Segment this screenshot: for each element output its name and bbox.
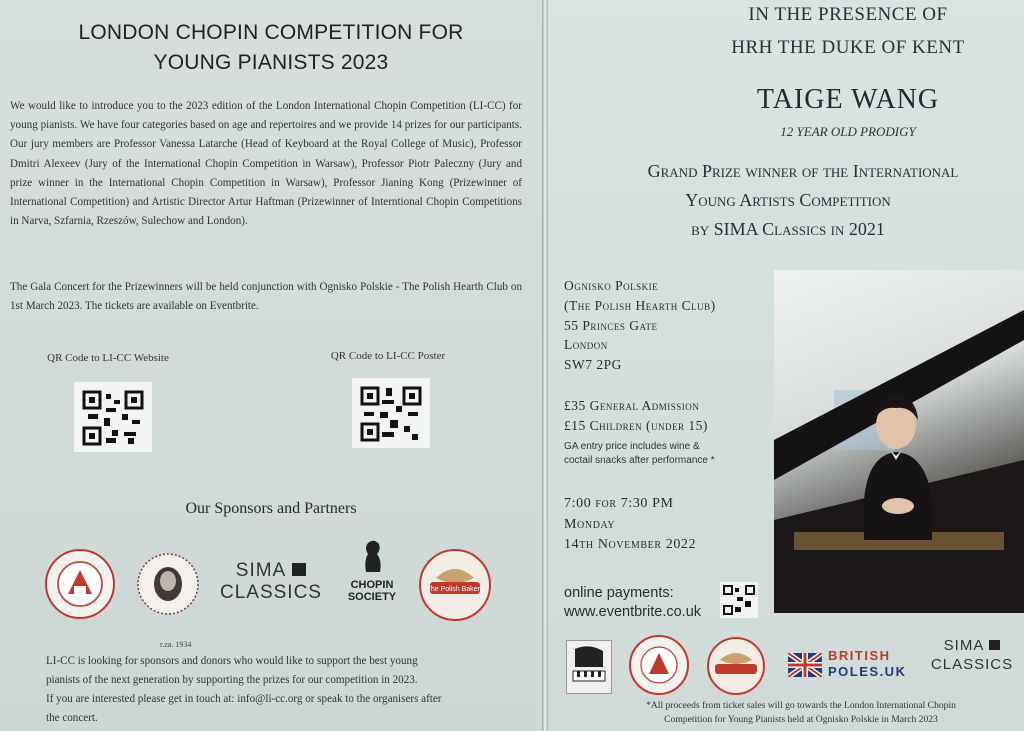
sima-square-icon <box>989 640 1000 650</box>
chopin-society-text <box>336 579 408 603</box>
sima-square-icon <box>292 563 306 576</box>
classics-word: CLASSICS <box>930 656 1014 673</box>
svg-text:The Polish Bakery: The Polish Bakery <box>426 586 484 593</box>
venue-line2: (The Polish Hearth Club) <box>564 297 716 313</box>
footnote <box>578 699 1024 727</box>
presence-line2: HRH THE DUKE OF KENT <box>731 37 965 58</box>
footnote-line2: Competition for Young Pianists held at Ognisko Polskie in March 2023 <box>664 714 938 725</box>
right-page <box>548 0 1024 731</box>
qr-code-eventbrite[interactable] <box>720 582 758 618</box>
sima-word: SIMA <box>235 560 287 581</box>
qr-code-website[interactable] <box>74 382 152 452</box>
sima-classics-logo <box>212 560 330 604</box>
grand-prize-line2: Young Artists Competition <box>685 190 891 210</box>
venue-line4: London <box>564 337 608 353</box>
pianist-photo <box>774 270 1024 613</box>
online-label: online payments: <box>564 585 674 601</box>
polish-bakery-logo <box>418 548 492 622</box>
classics-word: CLASSICS <box>220 582 322 603</box>
venue-block <box>564 276 716 375</box>
piano-logo <box>566 640 612 694</box>
ga-note <box>564 440 715 468</box>
chopin-silhouette-icon <box>352 538 392 574</box>
venue-line1: Ognisko Polskie <box>564 278 659 293</box>
polish-bakery-logo-small <box>706 636 766 696</box>
support-line-1: LI-CC is looking for sponsors and donors who would like to support the best young <box>46 655 418 667</box>
society-word: SOCIETY <box>347 591 397 603</box>
performer-name: TAIGE WANG <box>756 84 940 115</box>
time-line1: 7:00 for 7:30 PM <box>564 496 674 511</box>
british-poles-logo <box>788 648 908 682</box>
sima-classics-logo-small <box>924 636 1020 674</box>
time-line3: 14th November 2022 <box>564 537 697 552</box>
sponsors-title: Our Sponsors and Partners <box>185 500 357 517</box>
union-flag-icon <box>788 653 822 677</box>
qr-code-poster[interactable] <box>352 378 430 448</box>
chopin-portrait-seal <box>128 546 208 626</box>
time-line2: Monday <box>564 516 616 532</box>
prices-block <box>564 396 708 436</box>
presence-line1: IN THE PRESENCE OF <box>748 4 948 25</box>
sima-word: SIMA <box>943 637 985 654</box>
qr-website-label: QR Code to LI-CC Website <box>47 352 169 364</box>
gala-paragraph: The Gala Concert for the Prizewinners will be held conjunction with Ognisko Polskie - The Polish Hearth Club on 1st March 2023. The tickets are available on Eventbrite. <box>10 281 522 313</box>
online-url[interactable]: www.eventbrite.co.uk <box>564 604 702 620</box>
ga-note-line2: coctail snacks after performance * <box>564 455 715 466</box>
seal-year: r.za. 1934 <box>160 640 192 649</box>
chopin-word: CHOPIN <box>350 579 394 591</box>
price-children: £15 Children (under 15) <box>564 417 708 433</box>
performer-subtitle: 12 YEAR OLD PRODIGY <box>780 124 916 139</box>
footnote-line1: *All proceeds from ticket sales will go towards the London International Chopin <box>646 700 956 711</box>
intro-paragraph: We would like to introduce you to the 2023 edition of the London International Chopin Competition (LI-CC) for young pianists. We have four categories based on age and repertoires and we provide 14 prizes for our participants. Our jury members are Professor Vanessa Latarche (Head of Keyboard at the Royal College of Music), Professor Dmitri Alexeev (Jury of the International Chopin Competition in Warsaw), Professor Piotr Paleczny (Jury and prize winner in the International Chopin Competition in Warsaw), Professor Jianing Kong (Prizewinner of International Competition) and Artistic Director Artur Haftman (Prizewinner of Interntional Chopin Competitions in Narva, Szfarnia, Rzeszów, Sulechow and London). <box>10 100 522 228</box>
venue-line5: SW7 2PG <box>564 357 622 373</box>
grand-prize-line3: by SIMA Classics in 2021 <box>691 219 885 239</box>
qr-poster-label: QR Code to LI-CC Poster <box>330 350 446 362</box>
support-line-4: the concert. <box>46 712 98 724</box>
chopin-society-logo <box>336 538 408 603</box>
grand-prize-line1: Grand Prize winner of the International <box>647 161 959 181</box>
ognisko-logo-small <box>628 634 690 696</box>
price-general: £35 General Admission <box>564 398 700 413</box>
qr-icon <box>723 585 755 615</box>
online-payments-block <box>564 584 701 622</box>
qr-icon <box>82 390 144 446</box>
venue-line3: 55 Princes Gate <box>564 317 658 333</box>
left-title-line2: YOUNG PIANISTS 2023 <box>153 51 389 74</box>
support-line-2: pianists of the next generation by supporting the prizes for our competition in 2023. <box>46 674 418 686</box>
ga-note-line1: GA entry price includes wine & <box>564 441 700 452</box>
qr-icon <box>360 386 422 442</box>
left-title-line1: LONDON CHOPIN COMPETITION FOR <box>78 21 464 44</box>
ognisko-logo <box>44 548 116 620</box>
british-word: BRITISH <box>828 648 891 663</box>
poles-uk-word: POLES.UK <box>828 664 907 679</box>
support-line-3: If you are interested please get in touch at: info@li-cc.org or speak to the organisers after <box>46 693 442 705</box>
time-block <box>564 494 696 556</box>
left-title <box>0 18 542 78</box>
